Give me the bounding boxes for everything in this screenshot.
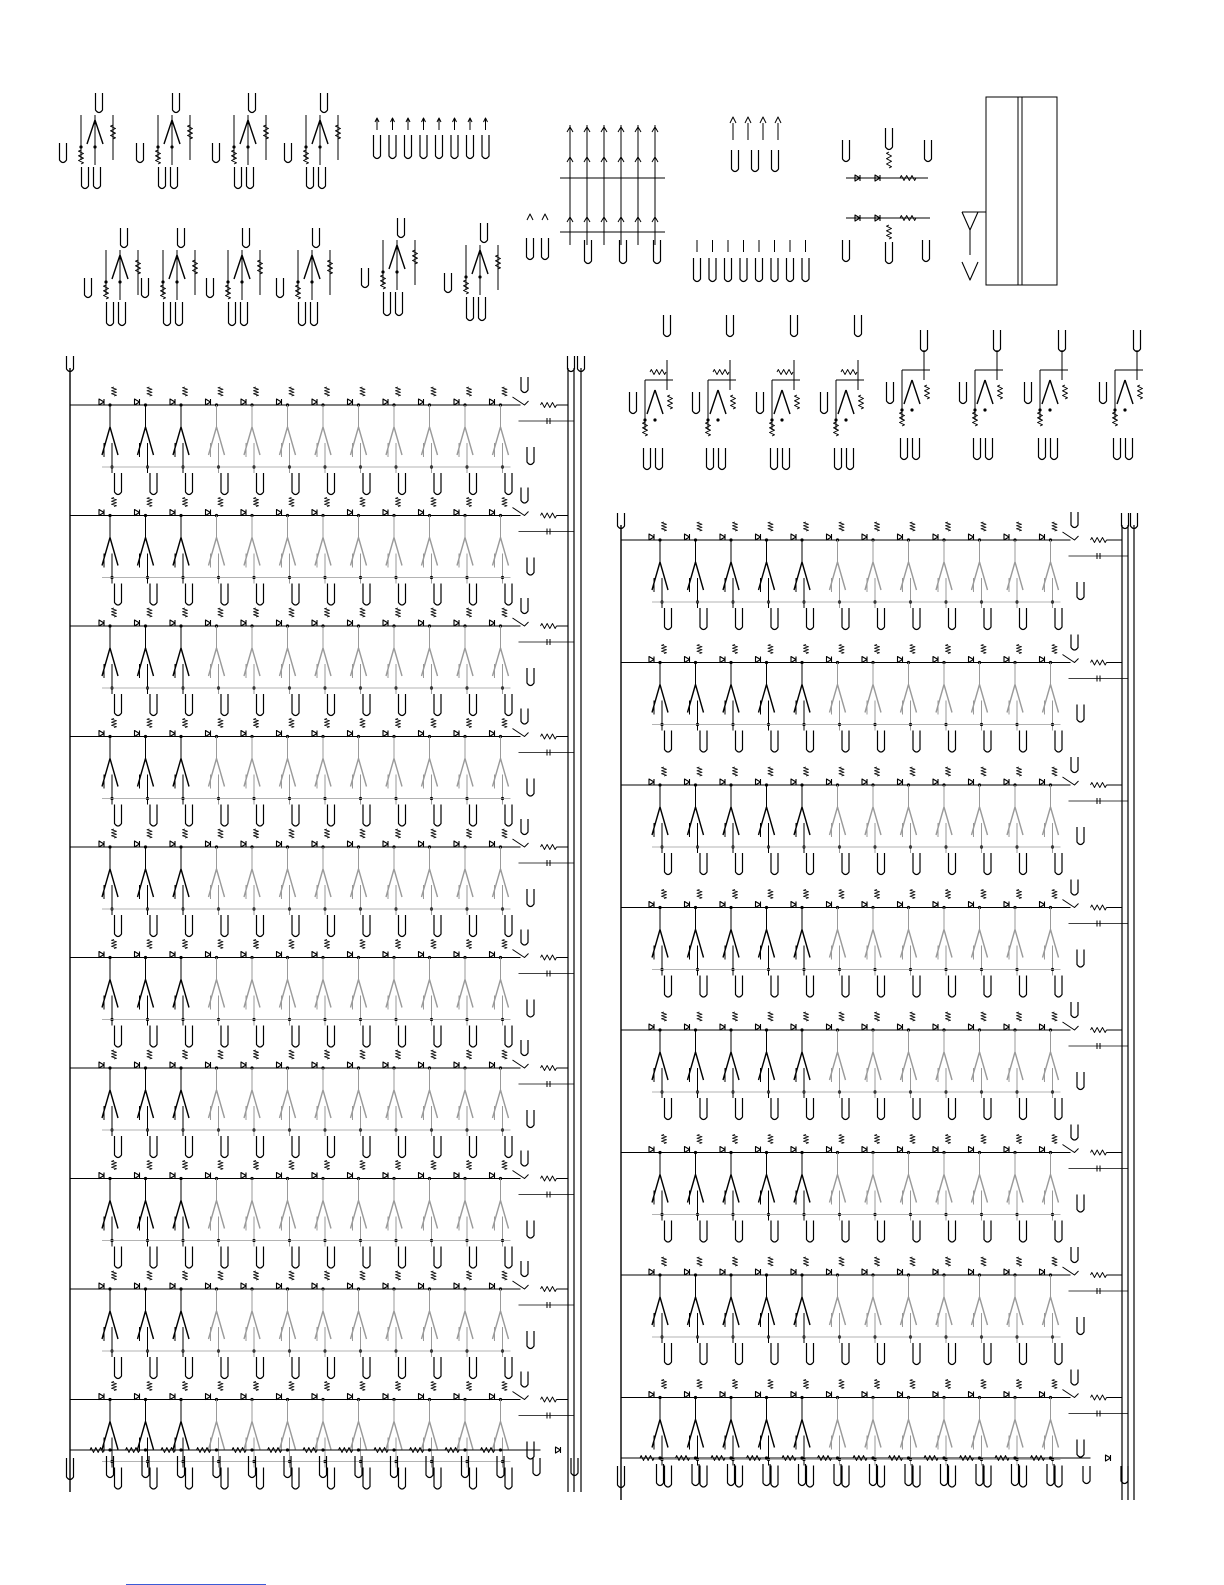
- junction-dot: [179, 1448, 182, 1451]
- junction-dot: [464, 275, 467, 278]
- junction-dot: [694, 1456, 697, 1459]
- junction-dot: [175, 280, 178, 283]
- junction-dot: [226, 280, 229, 283]
- junction-dot: [108, 1448, 111, 1451]
- junction-dot: [1113, 408, 1116, 411]
- junction-dot: [428, 1448, 431, 1451]
- junction-dot: [463, 1448, 466, 1451]
- junction-dot: [910, 408, 913, 411]
- junction-dot: [706, 418, 709, 421]
- junction-dot: [104, 280, 107, 283]
- junction-dot: [780, 418, 783, 421]
- junction-dot: [871, 1456, 874, 1459]
- junction-dot: [478, 275, 481, 278]
- junction-dot: [978, 1456, 981, 1459]
- junction-dot: [381, 270, 384, 273]
- junction-dot: [907, 1456, 910, 1459]
- junction-dot: [310, 280, 313, 283]
- junction-dot: [1049, 1456, 1052, 1459]
- junction-dot: [1013, 1456, 1016, 1459]
- junction-dot: [770, 418, 773, 421]
- junction-dot: [321, 1448, 324, 1451]
- junction-dot: [716, 418, 719, 421]
- junction-dot: [653, 418, 656, 421]
- junction-dot: [357, 1448, 360, 1451]
- junction-dot: [643, 418, 646, 421]
- footer-link[interactable]: [126, 1568, 266, 1585]
- junction-dot: [118, 280, 121, 283]
- junction-dot: [246, 145, 249, 148]
- junction-dot: [1038, 408, 1041, 411]
- junction-dot: [304, 145, 307, 148]
- junction-dot: [170, 145, 173, 148]
- junction-dot: [250, 1448, 253, 1451]
- junction-dot: [834, 418, 837, 421]
- junction-dot: [161, 280, 164, 283]
- junction-dot: [729, 1456, 732, 1459]
- junction-dot: [156, 145, 159, 148]
- junction-dot: [844, 418, 847, 421]
- junction-dot: [658, 1456, 661, 1459]
- junction-dot: [499, 1448, 502, 1451]
- junction-dot: [1048, 408, 1051, 411]
- junction-dot: [93, 145, 96, 148]
- junction-dot: [765, 1456, 768, 1459]
- junction-dot: [942, 1456, 945, 1459]
- junction-dot: [296, 280, 299, 283]
- junction-dot: [318, 145, 321, 148]
- junction-dot: [800, 1456, 803, 1459]
- junction-dot: [79, 145, 82, 148]
- junction-dot: [144, 1448, 147, 1451]
- junction-dot: [836, 1456, 839, 1459]
- junction-dot: [900, 408, 903, 411]
- junction-dot: [215, 1448, 218, 1451]
- junction-dot: [983, 408, 986, 411]
- junction-dot: [973, 408, 976, 411]
- junction-dot: [395, 270, 398, 273]
- junction-dot: [286, 1448, 289, 1451]
- junction-dot: [392, 1448, 395, 1451]
- junction-dot: [240, 280, 243, 283]
- junction-dot: [232, 145, 235, 148]
- junction-dot: [1123, 408, 1126, 411]
